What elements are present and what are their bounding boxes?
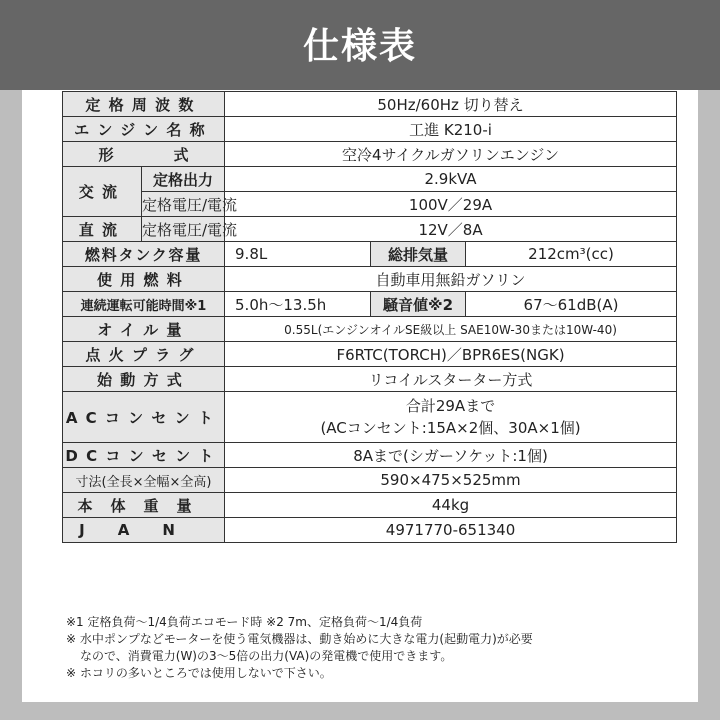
page-title: 仕様表 xyxy=(302,26,417,67)
dimensions-value: 590×475×525mm xyxy=(225,468,677,493)
table-row xyxy=(63,117,677,142)
table-row xyxy=(63,493,677,518)
dimensions-label: 寸法(全長×全幅×全高) xyxy=(63,468,225,493)
displacement-label: 総排気量 xyxy=(371,242,466,267)
ac-label: 交流 xyxy=(63,167,142,217)
table-row xyxy=(63,443,677,468)
table-row xyxy=(63,242,677,267)
ac-rated-voltage-value: 100V／29A xyxy=(225,192,677,217)
dc-outlet-label: DCコンセント xyxy=(63,443,225,468)
ac-outlet-label: ACコンセント xyxy=(63,392,225,443)
table-row xyxy=(63,518,677,543)
header-bar xyxy=(0,0,720,90)
fuel-tank-label: 燃料タンク容量 xyxy=(63,242,225,267)
footnote-1: ※1 定格負荷〜1/4負荷エコモード時 ※2 7m、定格負荷〜1/4負荷 xyxy=(66,615,423,629)
table-row xyxy=(63,217,677,242)
engine-name-value: 工進 K210-i xyxy=(225,117,677,142)
table-row xyxy=(63,267,677,292)
rated-frequency-label: 定格周波数 xyxy=(63,92,225,117)
table-row xyxy=(63,367,677,392)
runtime-value: 5.0h〜13.5h xyxy=(225,292,371,317)
jan-value: 4971770-651340 xyxy=(225,518,677,543)
noise-value: 67〜61dB(A) xyxy=(466,292,677,317)
table-row xyxy=(63,192,677,217)
table-row xyxy=(63,468,677,493)
dc-rated-voltage-label: 定格電圧/電流 xyxy=(142,217,225,242)
jan-label: JAN xyxy=(63,518,225,543)
weight-value: 44kg xyxy=(225,493,677,518)
displacement-value: 212cm³(cc) xyxy=(466,242,677,267)
ac-outlet-value-line1: 合計29Aまで xyxy=(405,397,496,415)
ac-rated-output-value: 2.9kVA xyxy=(225,167,677,192)
spark-plug-label: 点火プラグ xyxy=(63,342,225,367)
table-row xyxy=(63,92,677,117)
weight-label: 本体重量 xyxy=(63,493,225,518)
ac-outlet-value-line2: (ACコンセント:15A×2個、30A×1個) xyxy=(320,419,581,437)
runtime-label: 連続運転可能時間※1 xyxy=(63,292,225,317)
table-row xyxy=(63,292,677,317)
fuel-label: 使用燃料 xyxy=(63,267,225,292)
start-method-value: リコイルスターター方式 xyxy=(225,367,677,392)
oil-value: 0.55L(エンジンオイルSE級以上 SAE10W-30または10W-40) xyxy=(225,317,677,342)
spark-plug-value: F6RTC(TORCH)／BPR6ES(NGK) xyxy=(225,342,677,367)
footnote-2-line1: ※ 水中ポンプなどモーターを使う電気機器は、動き始めに大きな電力(起動電力)が必要 xyxy=(66,632,533,646)
start-method-label: 始動方式 xyxy=(63,367,225,392)
spec-panel xyxy=(22,90,698,702)
ac-rated-output-label: 定格出力 xyxy=(142,167,225,192)
engine-name-label: エンジン名称 xyxy=(63,117,225,142)
table-row xyxy=(63,392,677,443)
type-value: 空冷4サイクルガソリンエンジン xyxy=(225,142,677,167)
table-row xyxy=(63,167,677,192)
fuel-value: 自動車用無鉛ガソリン xyxy=(225,267,677,292)
type-label: 形 式 xyxy=(63,142,225,167)
spec-table xyxy=(62,91,677,543)
ac-rated-voltage-label: 定格電圧/電流 xyxy=(142,192,225,217)
dc-label: 直流 xyxy=(63,217,142,242)
ac-outlet-value xyxy=(225,392,677,443)
fuel-tank-value: 9.8L xyxy=(225,242,371,267)
noise-label: 騒音値※2 xyxy=(371,292,466,317)
footnote-2-line2: なので、消費電力(W)の3〜5倍の出力(VA)の発電機で使用できます。 xyxy=(80,649,453,663)
rated-frequency-value: 50Hz/60Hz 切り替え xyxy=(225,92,677,117)
table-row xyxy=(63,142,677,167)
footnotes xyxy=(66,614,686,682)
dc-outlet-value: 8Aまで(シガーソケット:1個) xyxy=(225,443,677,468)
footnote-3: ※ ホコリの多いところでは使用しないで下さい。 xyxy=(66,666,332,680)
table-row xyxy=(63,317,677,342)
table-row xyxy=(63,342,677,367)
oil-label: オイル量 xyxy=(63,317,225,342)
dc-rated-voltage-value: 12V／8A xyxy=(225,217,677,242)
